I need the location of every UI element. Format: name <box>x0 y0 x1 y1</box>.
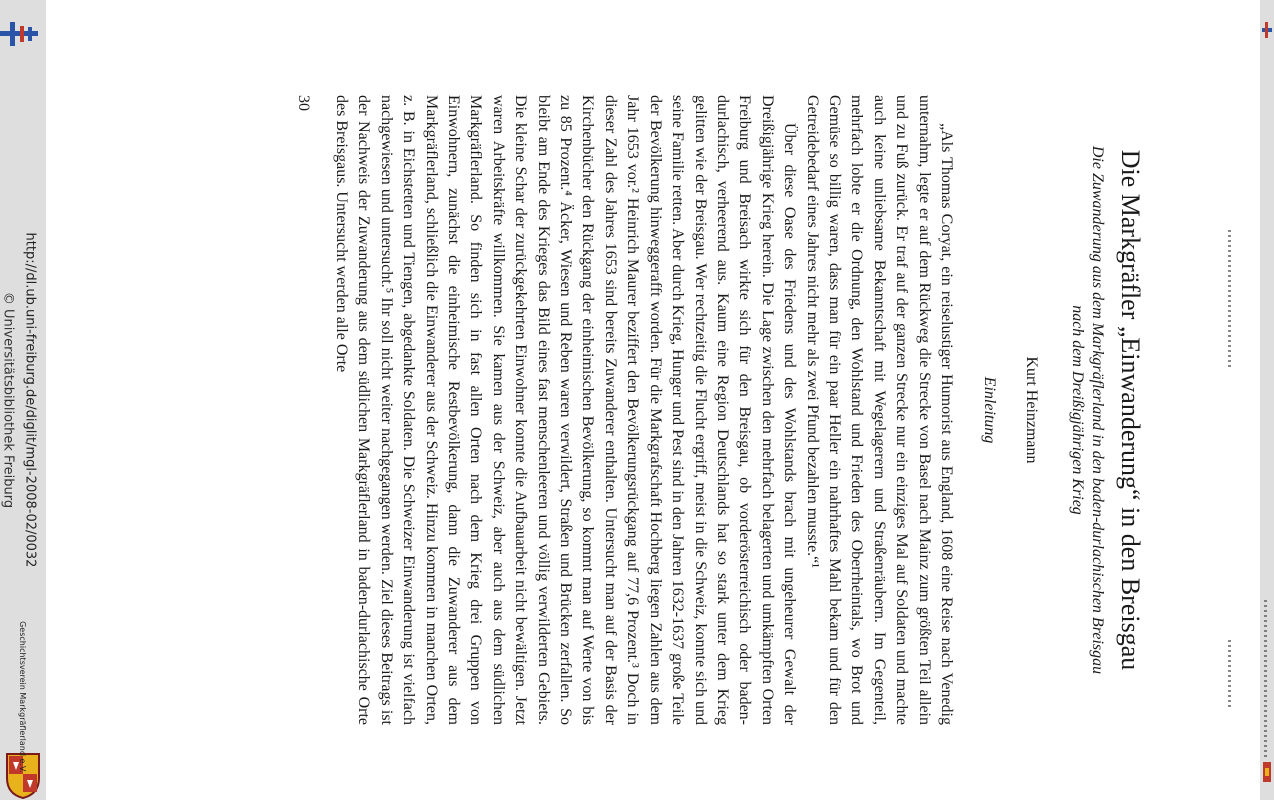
bleed-through-marks <box>1228 640 1231 710</box>
page-edge-crest-icon <box>1262 760 1272 784</box>
section-heading: Einleitung <box>981 376 998 444</box>
article-author: Kurt Heinzmann <box>1023 356 1040 464</box>
body-paragraph: Über diese Oase des Friedens und des Wohlstands brach mit ungeheurer Gewalt der Dreißigjährige Krieg herein. Die Lage zwischen den mehrfach belagerten und umkämpften Orten Freiburg und Breisach wirkte sich für den Breisgau, ob vorderösterreichisch oder baden-durlachisch, verheerend aus. Kaum eine Region Deutschlands hat so stark unter dem Krieg gelitten wie der Breisgau. Wer rechtzeitig die Flucht ergriff, meist in die Schweiz, konnte sich und seine Familie retten. Aber durch Krieg, Hunger und Pest sind in den Jahren 1632-1637 große Teile der Bevölkerung hinweggerafft worden. Für die Markgrafschaft Hochberg liegen Zahlen aus dem Jahr 1653 vor.² Heinrich Maurer beziffert den Bevölkerungsrückgang auf 77,6 Prozent.³ Doch in dieser Zahl des Jahres 1653 sind bereits Zuwanderer enthalten. Untersucht man auf der Basis der Kirchenbücher den Rückgang der einheimischen Bevölkerung, so kommt man auf Werte von bis zu 85 Prozent.⁴ Äcker, Wiesen und Reben waren verwildert, Straßen und Brücken zerfallen. So bleibt am Ende des Krieges das Bild eines fast menschenleeren und völlig verwilderten Gebiets. Die kleine Schar der zurückgekehrten Einwohner konnte die Aufbauarbeit nicht bewältigen. Jetzt waren Arbeitskräfte willkommen. Sie kamen aus der Schweiz, aber auch aus dem südlichen Markgräflerland. So finden sich in fast allen Orten nach dem Krieg drei Gruppen von Einwohnern, zunächst die einheimische Restbevölkerung, dann die Zuwanderer aus dem Markgräflerland, schließlich die Einwanderer aus der Schweiz. Hinzu kommen in manchen Orten, z. B. in Eichstetten und Tiengen, abgedankte Soldaten. Die Schweizer Einwanderung ist vielfach nachgewiesen und untersucht.⁵ Ihr soll nicht weiter nachgegangen werden. Ziel dieses Beitrags ist der Nachweis der Zuwanderung aus dem südlichen Markgräflerland in baden-durlachische Orte des Breisgaus. Untersucht werden alle Orte <box>333 95 799 725</box>
page-edge-logo-icon <box>1262 22 1272 38</box>
right-margin-strip <box>1260 0 1274 800</box>
bleed-through-marks <box>1264 600 1267 760</box>
subtitle-line-1: Die Zuwanderung aus dem Markgräflerland in den baden-durlachischen Breisgau <box>1089 145 1106 675</box>
copyright-notice: © Universitätsbibliothek Freiburg <box>0 291 16 509</box>
body-paragraph: „Als Thomas Coryat, ein reiselustiger Humorist aus England, 1608 eine Reise nach Venedig unternahm, legte er auf dem Rückweg die Strecke von Basel nach Mainz zum größten Teil allein und zu Fuß zurück. Er traf auf der ganzen Strecke nur ein einziges Mal auf Soldaten und machte auch keine unliebsame Bekanntschaft mit Wegelagerern und Straßenräubern. Im Gegenteil, mehrfach lobte er die Ordnung, den Wohlstand und Frieden des Oberrheintals, wo Brot und Gemüse so billig waren, dass man für ein paar Heller ein nahrhaftes Mahl bekam und für den Getreidebedarf eines Jahres nicht mehr als zwei Pfund bezahlen musste.“¹ <box>803 95 955 725</box>
document-page <box>65 49 1175 751</box>
page-number: 30 <box>294 95 312 111</box>
article-subtitle <box>1067 95 1107 725</box>
article-title: Die Markgräfler „Einwanderung“ in den Breisgau <box>1116 149 1145 671</box>
university-logo-icon <box>0 22 38 46</box>
bleed-through-marks <box>1228 230 1231 370</box>
subtitle-line-2: nach dem Dreißigjährigen Krieg <box>1069 305 1086 515</box>
source-url: http://dl.ub.uni-freiburg.de/diglit/mgl-2008-02/0032 <box>22 232 38 568</box>
society-label: Geschichtsverein Markgräflerland e.V. <box>18 621 27 773</box>
